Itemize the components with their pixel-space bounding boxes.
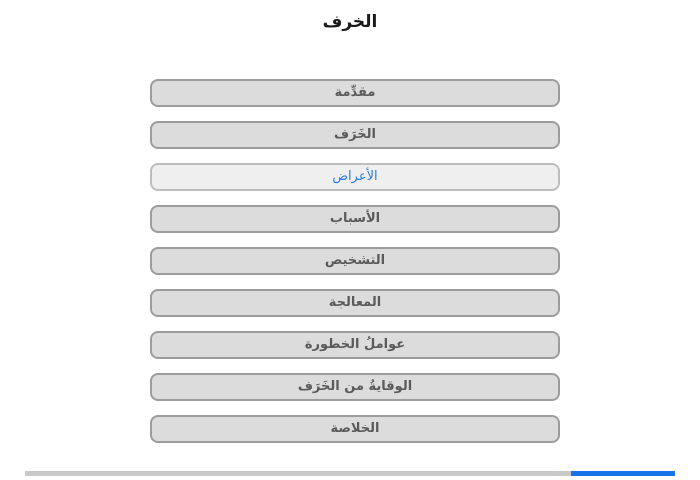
- menu-item-symptoms[interactable]: الأعراض: [150, 163, 560, 191]
- menu-item-risk-factors[interactable]: عواملُ الخطورة: [150, 331, 560, 359]
- topic-menu: [150, 79, 560, 457]
- menu-item-treatment[interactable]: المعالجة: [150, 289, 560, 317]
- menu-item-dementia[interactable]: الخَرَف: [150, 121, 560, 149]
- menu-item-prevention[interactable]: الوقايةُ من الخَرَف: [150, 373, 560, 401]
- menu-item-diagnosis[interactable]: التشخيص: [150, 247, 560, 275]
- progress-bar-fill: [571, 471, 675, 476]
- menu-item-introduction[interactable]: مقدِّمة: [150, 79, 560, 107]
- menu-item-summary[interactable]: الخلاصة: [150, 415, 560, 443]
- progress-bar: [25, 471, 675, 476]
- page-title: الخرف: [322, 12, 378, 32]
- menu-item-causes[interactable]: الأسباب: [150, 205, 560, 233]
